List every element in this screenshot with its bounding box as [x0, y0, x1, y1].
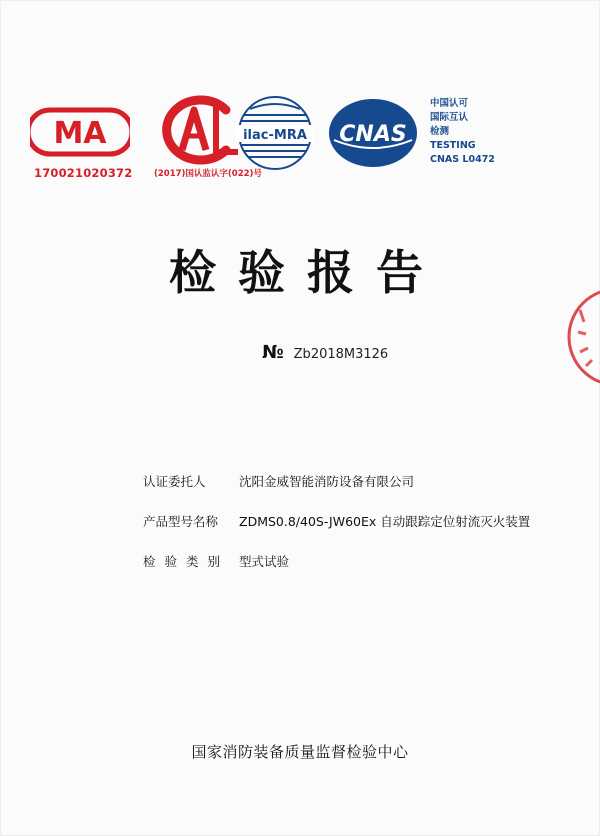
- field-row-inspection-type: [143, 550, 530, 572]
- ma-certificate-number: 170021020372: [34, 166, 133, 180]
- cnas-line-2: 国际互认: [430, 112, 469, 123]
- red-seal-stamp: [562, 282, 600, 392]
- cnas-line-1: 中国认可: [430, 98, 469, 109]
- number-symbol: №: [262, 342, 284, 363]
- report-number-value: Zb2018M3126: [293, 347, 389, 362]
- cnas-accreditation-text: [430, 97, 495, 167]
- field-label-client: 认证委托人: [143, 474, 206, 489]
- field-row-client: [143, 470, 530, 492]
- cnas-line-3: 检测: [430, 126, 450, 137]
- report-fields: [143, 470, 530, 590]
- cal-certificate-number: (2017)国认监认字(022)号: [154, 169, 262, 179]
- page-title: 检验报告: [169, 246, 445, 301]
- report-number: [262, 342, 388, 363]
- field-label-product: 产品型号名称: [143, 514, 219, 529]
- ma-logo-text: MA: [53, 116, 107, 151]
- field-row-product: [143, 510, 530, 532]
- certification-logos: [30, 90, 510, 180]
- cnas-logo: [326, 96, 420, 170]
- cnas-line-4: TESTING: [430, 140, 476, 151]
- field-value-inspection-type: 型式试验: [239, 554, 290, 569]
- cnas-line-5: CNAS L0472: [430, 154, 495, 165]
- issuing-organization: 国家消防装备质量监督检验中心: [191, 743, 409, 761]
- ilac-mra-logo: [230, 93, 320, 173]
- cnas-logo-text: CNAS: [339, 122, 407, 147]
- ma-logo: [30, 102, 130, 162]
- ilac-mra-text: ilac-MRA: [243, 128, 307, 143]
- field-value-product: ZDMS0.8/40S-JW60Ex 自动跟踪定位射流灭火装置: [239, 514, 531, 529]
- field-label-inspection-type: 检验类别: [143, 554, 230, 569]
- cal-logo-text: CAL: [192, 166, 194, 167]
- field-value-client: 沈阳金威智能消防设备有限公司: [239, 474, 415, 489]
